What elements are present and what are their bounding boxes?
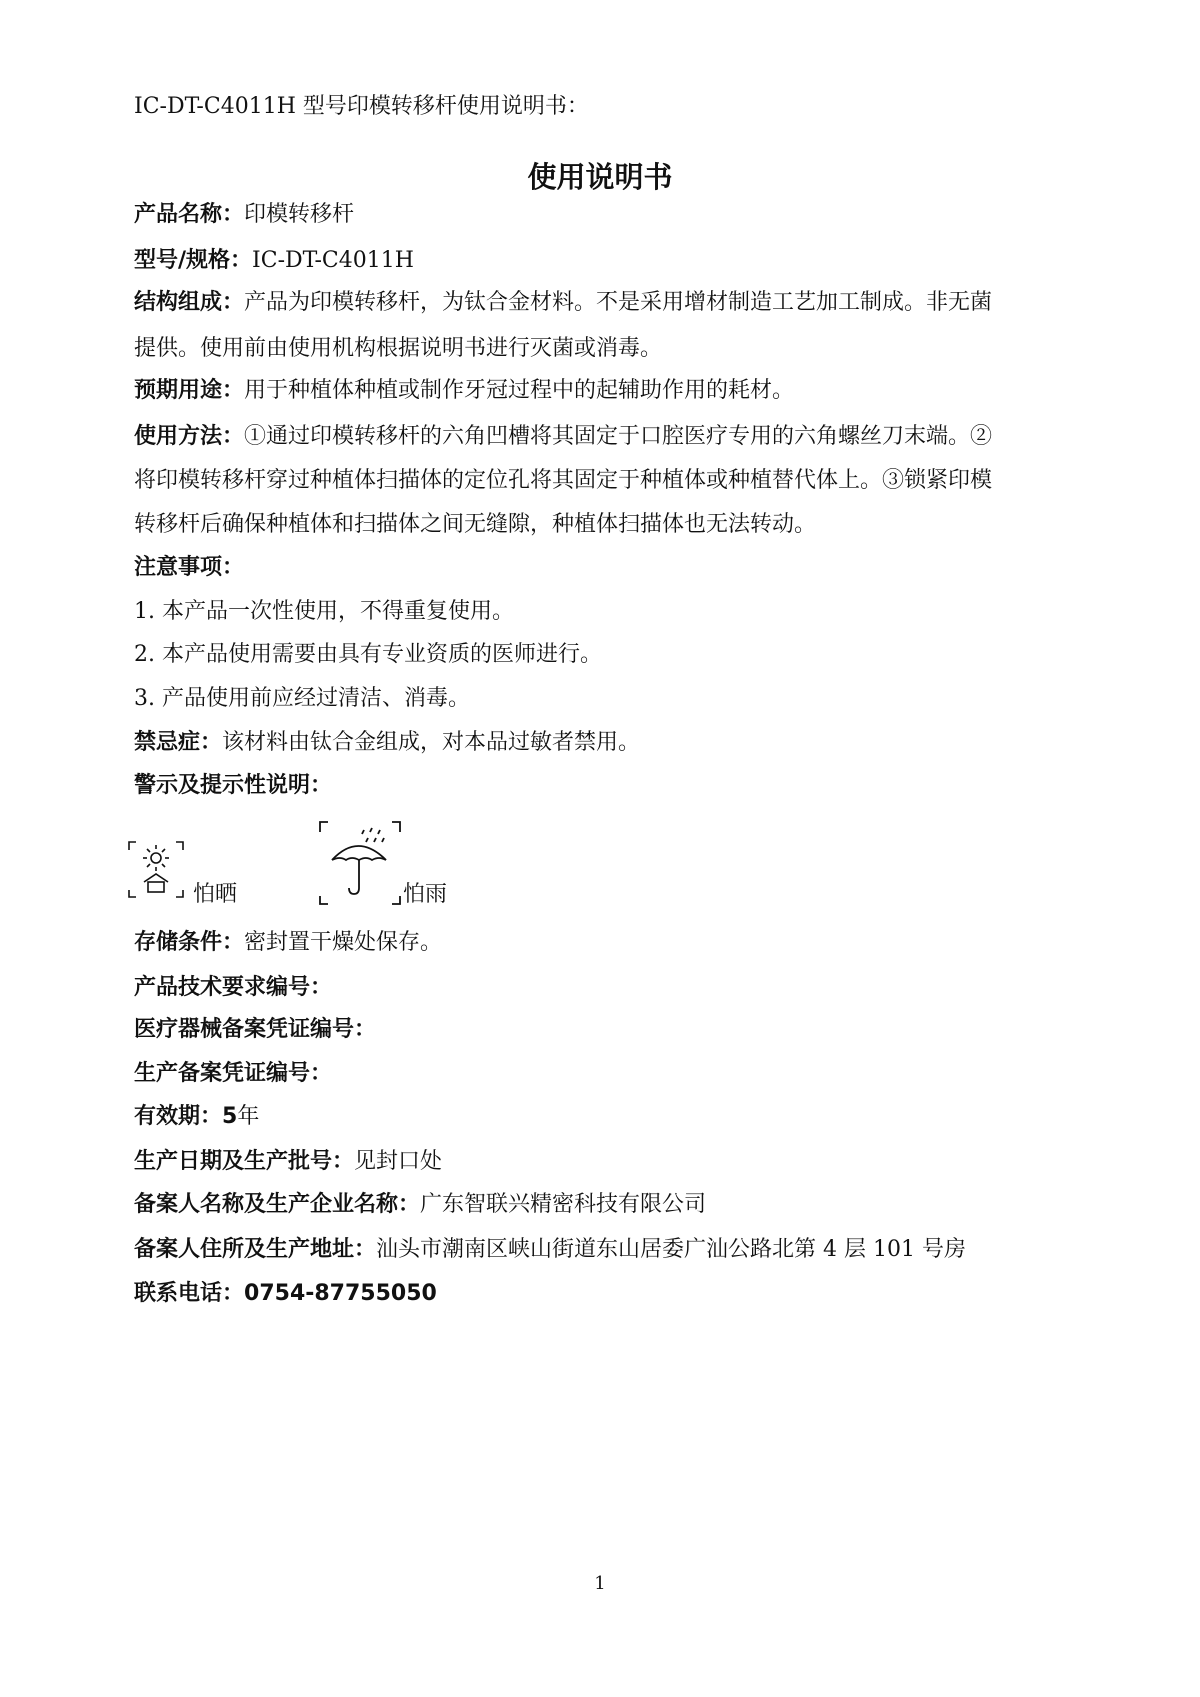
- notes-label: 注意事项：: [134, 555, 245, 580]
- structure-row: [134, 288, 992, 318]
- keep-dry-label: 怕雨: [403, 882, 448, 907]
- validity-row: [134, 1102, 259, 1132]
- tech-req-label: 产品技术要求编号：: [134, 975, 333, 1000]
- usage-row: [134, 422, 992, 452]
- structure-label: 结构组成：: [134, 290, 245, 315]
- filer-row: [134, 1190, 706, 1220]
- intended-use-value: 用于种植体种植或制作牙冠过程中的起辅助作用的耗材。: [244, 378, 795, 403]
- filing-no-row: [134, 1015, 376, 1045]
- storage-row: [134, 928, 442, 958]
- address-row: [134, 1235, 966, 1265]
- contraindication-value: 该材料由钛合金组成，对本品过敏者禁用。: [222, 730, 641, 755]
- model-value: IC-DT-C4011H: [252, 248, 414, 273]
- phone-label: 联系电话：: [134, 1281, 245, 1306]
- address-label: 备案人住所及生产地址：: [134, 1237, 377, 1262]
- tech-req-row: [134, 973, 332, 1003]
- product-name-value: 印模转移杆: [244, 202, 355, 227]
- production-filing-row: [134, 1059, 332, 1089]
- notes-item: 3. 产品使用前应经过清洁、消毒。: [134, 686, 470, 711]
- filer-value: 广东智联兴精密科技有限公司: [420, 1192, 707, 1217]
- keep-dry-icon: [316, 818, 404, 908]
- contraindication-label: 禁忌症：: [134, 730, 223, 755]
- product-name-row: [134, 200, 354, 230]
- keep-from-sunlight-icon: [126, 838, 186, 900]
- notes-item: 2. 本产品使用需要由具有专业资质的医师进行。: [134, 642, 602, 667]
- keep-from-sunlight-label: 怕晒: [193, 882, 238, 907]
- storage-label: 存储条件：: [134, 930, 245, 955]
- production-date-value: 见封口处: [354, 1149, 443, 1174]
- model-row: [134, 246, 414, 276]
- usage-line-3: 转移杆后确保种植体和扫描体之间无缝隙，种植体扫描体也无法转动。: [134, 512, 817, 537]
- intended-use-row: [134, 376, 794, 406]
- model-label: 型号/规格：: [134, 248, 253, 273]
- phone-row: [134, 1279, 437, 1309]
- storage-value: 密封置干燥处保存。: [244, 930, 443, 955]
- page-title: 使用说明书: [527, 160, 673, 194]
- production-date-label: 生产日期及生产批号：: [134, 1149, 355, 1174]
- validity-number: 5: [222, 1104, 238, 1129]
- usage-line-2: 将印模转移杆穿过种植体扫描体的定位孔将其固定于种植体或种植替代体上。③锁紧印模: [134, 468, 993, 493]
- warnings-label: 警示及提示性说明：: [134, 773, 333, 798]
- intended-use-label: 预期用途：: [134, 378, 245, 403]
- usage-line-1: ①通过印模转移杆的六角凹槽将其固定于口腔医疗专用的六角螺丝刀末端。②: [244, 424, 993, 449]
- validity-label: 有效期：: [134, 1104, 223, 1129]
- structure-line-1: 产品为印模转移杆，为钛合金材料。不是采用增材制造工艺加工制成。非无菌: [244, 290, 993, 315]
- contraindication-row: [134, 728, 640, 758]
- structure-line-2: 提供。使用前由使用机构根据说明书进行灭菌或消毒。: [134, 336, 663, 361]
- product-name-label: 产品名称：: [134, 202, 245, 227]
- page-number: 1: [594, 1573, 606, 1594]
- production-date-row: [134, 1147, 442, 1177]
- phone-value: 0754-87755050: [244, 1281, 437, 1306]
- usage-label: 使用方法：: [134, 424, 245, 449]
- filer-label: 备案人名称及生产企业名称：: [134, 1192, 421, 1217]
- validity-unit: 年: [237, 1104, 260, 1129]
- address-value: 汕头市潮南区峡山街道东山居委广汕公路北第 4 层 101 号房: [376, 1237, 966, 1262]
- document-header: IC-DT-C4011H 型号印模转移杆使用说明书：: [134, 94, 589, 119]
- production-filing-label: 生产备案凭证编号：: [134, 1061, 333, 1086]
- filing-no-label: 医疗器械备案凭证编号：: [134, 1017, 377, 1042]
- notes-item: 1. 本产品一次性使用，不得重复使用。: [134, 599, 514, 624]
